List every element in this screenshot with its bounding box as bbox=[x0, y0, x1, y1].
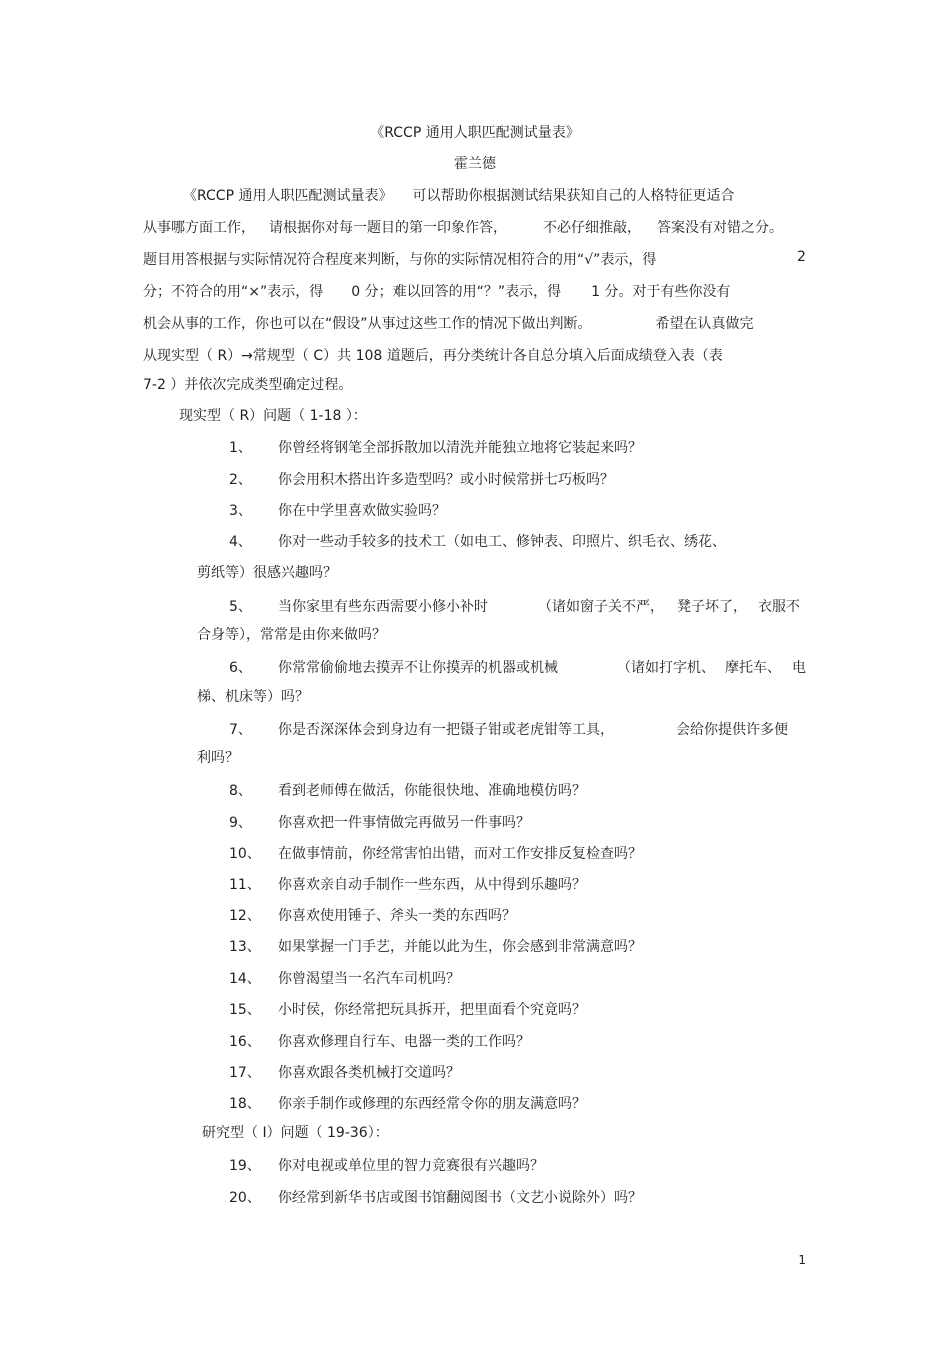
question-text: 你经常到新华书店或图书馆翻阅图书（文艺小说除外）吗？ bbox=[278, 1190, 642, 1206]
intro-text: 1 分。对于有些你没有 bbox=[591, 284, 731, 300]
question-text: 摩托车、 bbox=[725, 660, 781, 676]
question-text: 你喜欢把一件事情做完再做另一件事吗？ bbox=[278, 815, 530, 831]
question-text: 当你家里有些东西需要小修小补时 bbox=[278, 599, 488, 615]
question-text: （诸如打字机、 bbox=[617, 660, 715, 676]
question-number: 2、 bbox=[229, 472, 252, 488]
question-text: 你常常偷偷地去摸弄不让你摸弄的机器或机械 bbox=[278, 660, 558, 676]
question-text-continued: 剪纸等）很感兴趣吗？ bbox=[197, 565, 337, 581]
question-text: 看到老师傅在做活，你能很快地、准确地模仿吗？ bbox=[278, 783, 586, 799]
question-text: 你喜欢修理自行车、电器一类的工作吗？ bbox=[278, 1034, 530, 1050]
intro-text: 希望在认真做完 bbox=[655, 316, 754, 332]
question-number: 19、 bbox=[229, 1158, 261, 1174]
intro-text: 可以帮助你根据测试结果获知自己的人格特征更适合 bbox=[412, 188, 735, 204]
intro-text: 请根据你对每一题目的第一印象作答， bbox=[269, 220, 507, 236]
question-text: 如果掌握一门手艺，并能以此为生，你会感到非常满意吗？ bbox=[278, 939, 642, 955]
question-number: 17、 bbox=[229, 1065, 261, 1081]
question-text: 你是否深深体会到身边有一把镊子钳或老虎钳等工具， bbox=[278, 722, 614, 738]
intro-line-5 bbox=[143, 313, 754, 333]
intro-text: 机会从事的工作，你也可以在“假设”从事过这些工作的情况下做出判断。 bbox=[143, 316, 592, 332]
intro-score-2: 2 bbox=[797, 249, 806, 265]
question-number: 5、 bbox=[229, 599, 252, 615]
question-number: 12、 bbox=[229, 908, 261, 924]
intro-text: 分；不符合的用“×”表示，得 bbox=[143, 284, 324, 300]
question-number: 9、 bbox=[229, 815, 252, 831]
section-heading-realistic: 现实型（ R）问题（ 1-18 ）： bbox=[179, 408, 367, 424]
question-text: 你会用积木搭出许多造型吗？或小时候常拼七巧板吗？ bbox=[278, 472, 614, 488]
question-number: 1、 bbox=[229, 440, 252, 456]
intro-line-3 bbox=[143, 249, 656, 269]
question-text: 你喜欢亲自动手制作一些东西，从中得到乐趣吗？ bbox=[278, 877, 586, 893]
question-text: 你对一些动手较多的技术工（如电工、修钟表、印照片、织毛衣、绣花、 bbox=[278, 534, 726, 550]
question-number: 15、 bbox=[229, 1002, 261, 1018]
section-heading-investigative: 研究型（ I）问题（ 19-36）： bbox=[202, 1125, 389, 1141]
question-text-continued: 合身等），常常是由你来做吗？ bbox=[197, 627, 386, 643]
question-text: 你对电视或单位里的智力竞赛很有兴趣吗？ bbox=[278, 1158, 544, 1174]
question-number: 18、 bbox=[229, 1096, 261, 1112]
intro-line-6: 从现实型（ R）→常规型（ C）共 108 道题后，再分类统计各自总分填入后面成绩登入表（表 bbox=[143, 348, 723, 364]
question-number: 11、 bbox=[229, 877, 261, 893]
intro-text: 题目用答根据与实际情况符合程度来判断，与你的实际情况相符合的用“√”表示，得 bbox=[143, 252, 657, 268]
question-text: 你喜欢使用锤子、斧头一类的东西吗？ bbox=[278, 908, 516, 924]
intro-line-4 bbox=[143, 281, 730, 301]
question-text: （诸如窗子关不严， bbox=[538, 599, 664, 615]
question-number: 6、 bbox=[229, 660, 252, 676]
intro-text: 答案没有对错之分。 bbox=[657, 220, 783, 236]
page-number: 1 bbox=[798, 1253, 806, 1267]
question-text: 电 bbox=[792, 660, 806, 676]
intro-line-7: 7-2 ）并依次完成类型确定过程。 bbox=[143, 377, 353, 393]
question-text: 小时侯，你经常把玩具拆开，把里面看个究竟吗？ bbox=[278, 1002, 586, 1018]
question-number: 13、 bbox=[229, 939, 261, 955]
question-text-continued: 梯、机床等）吗？ bbox=[197, 689, 309, 705]
question-number: 3、 bbox=[229, 503, 252, 519]
question-text: 衣服不 bbox=[758, 599, 800, 615]
question-text: 会给你提供许多便 bbox=[676, 722, 788, 738]
intro-line-1 bbox=[183, 185, 734, 205]
question-number: 16、 bbox=[229, 1034, 261, 1050]
document-author: 霍兰德 bbox=[454, 156, 496, 172]
intro-line-2 bbox=[143, 217, 783, 237]
intro-text: 《RCCP 通用人职匹配测试量表》 bbox=[183, 188, 393, 204]
question-text: 凳子坏了， bbox=[677, 599, 747, 615]
question-text: 你曾经将钢笔全部拆散加以清洗并能独立地将它装起来吗？ bbox=[278, 440, 642, 456]
intro-text: 从事哪方面工作， bbox=[143, 220, 255, 236]
question-number: 4、 bbox=[229, 534, 252, 550]
question-text: 你曾渴望当一名汽车司机吗？ bbox=[278, 971, 460, 987]
question-number: 7、 bbox=[229, 722, 252, 738]
question-number: 8、 bbox=[229, 783, 252, 799]
question-text: 你喜欢跟各类机械打交道吗？ bbox=[278, 1065, 460, 1081]
question-text-continued: 利吗？ bbox=[197, 750, 239, 766]
question-number: 10、 bbox=[229, 846, 261, 862]
question-number: 14、 bbox=[229, 971, 261, 987]
question-text: 你亲手制作或修理的东西经常令你的朋友满意吗？ bbox=[278, 1096, 586, 1112]
question-number: 20、 bbox=[229, 1190, 261, 1206]
question-text: 在做事情前，你经常害怕出错，而对工作安排反复检查吗？ bbox=[278, 846, 642, 862]
document-title: 《RCCP 通用人职匹配测试量表》 bbox=[370, 125, 580, 141]
question-text: 你在中学里喜欢做实验吗？ bbox=[278, 503, 446, 519]
intro-text: 0 分；难以回答的用“？”表示，得 bbox=[351, 284, 562, 300]
intro-text: 不必仔细推敲， bbox=[543, 220, 641, 236]
